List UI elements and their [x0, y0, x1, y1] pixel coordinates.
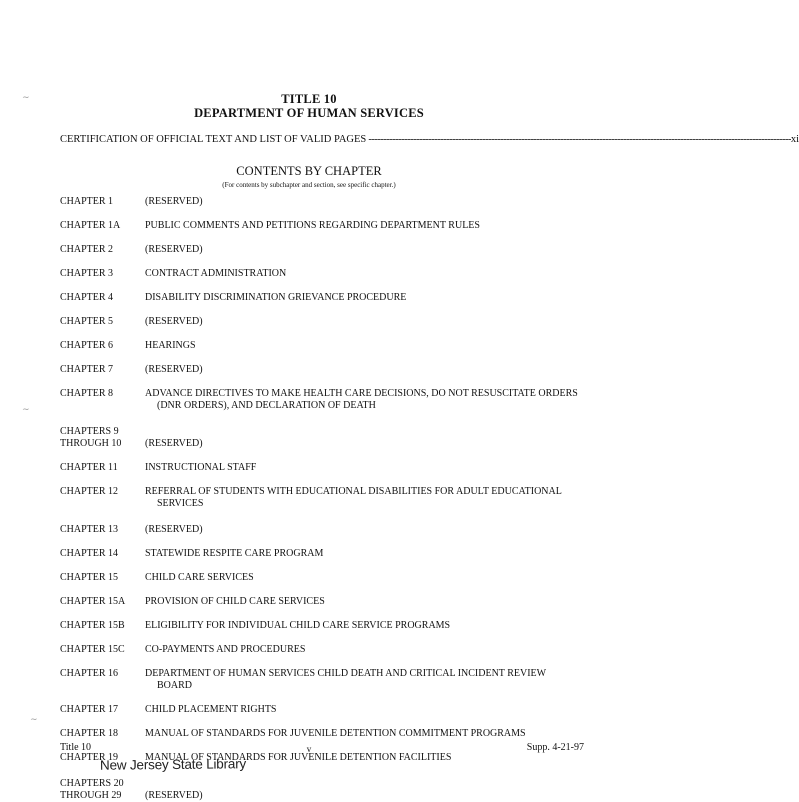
contents-heading: CONTENTS BY CHAPTER — [236, 164, 382, 178]
chapter-row — [60, 426, 580, 450]
chapter-number: CHAPTER 8 — [60, 388, 114, 399]
leader-dots: --------------------------------------------------------------------------------------------------------------------------------------------- — [366, 134, 791, 145]
chapter-number: CHAPTER 16 — [60, 668, 119, 679]
chapter-number: CHAPTER 4 — [60, 292, 114, 303]
chapter-title: MANUAL OF STANDARDS FOR JUVENILE DETENTION COMMITMENT PROGRAMS — [145, 728, 526, 739]
chapter-row — [60, 524, 580, 536]
scan-mark: ∼ — [22, 404, 30, 414]
certification-page: xi — [790, 134, 799, 145]
footer-supplement-date: Supp. 4-21-97 — [526, 742, 584, 753]
chapter-title: MANUAL OF STANDARDS FOR JUVENILE DETENTION FACILITIES — [145, 752, 452, 763]
chapter-number: CHAPTER 1 — [60, 196, 114, 207]
footer-page-number: v — [306, 744, 312, 754]
chapter-number: CHAPTER 15B — [60, 620, 125, 631]
contents-note: (For contents by subchapter and section, see specific chapter.) — [222, 181, 396, 189]
chapter-row — [60, 364, 580, 376]
chapter-title: CONTRACT ADMINISTRATION — [145, 268, 287, 279]
chapter-row — [60, 292, 580, 304]
chapter-number: CHAPTER 15A — [60, 596, 126, 607]
chapter-number: CHAPTER 17 — [60, 704, 119, 715]
chapter-list — [60, 196, 580, 802]
chapter-title: (RESERVED) — [145, 524, 203, 535]
chapter-number: CHAPTER 5 — [60, 316, 114, 327]
title-line-1: TITLE 10 — [281, 92, 337, 106]
chapter-row — [60, 316, 580, 328]
certification-label: CERTIFICATION OF OFFICIAL TEXT AND LIST OF VALID PAGES — [60, 134, 367, 145]
chapter-row — [60, 244, 580, 256]
chapter-title: STATEWIDE RESPITE CARE PROGRAM — [145, 548, 324, 559]
chapter-row — [60, 340, 580, 352]
chapter-title: DISABILITY DISCRIMINATION GRIEVANCE PROCEDURE — [145, 292, 407, 303]
chapter-title: HEARINGS — [145, 340, 196, 351]
chapter-row — [60, 596, 580, 608]
chapter-number: CHAPTER 14 — [60, 548, 119, 559]
chapter-number: CHAPTERS 20 THROUGH 29 — [60, 778, 124, 801]
chapter-number: CHAPTER 12 — [60, 486, 119, 497]
chapter-number: CHAPTER 11 — [60, 462, 118, 473]
chapter-number: CHAPTERS 9 THROUGH 10 — [60, 426, 122, 449]
chapter-title: ADVANCE DIRECTIVES TO MAKE HEALTH CARE DECISIONS, DO NOT RESUSCITATE ORDERS (DNR ORDERS), AND DECLARATION OF DEATH — [145, 388, 578, 411]
chapter-title: (RESERVED) — [145, 364, 203, 375]
chapter-row — [60, 644, 580, 656]
chapter-number: CHAPTER 19 — [60, 752, 119, 763]
chapter-title: PROVISION OF CHILD CARE SERVICES — [145, 596, 325, 607]
chapter-title: (RESERVED) — [145, 196, 203, 207]
chapter-number: CHAPTER 18 — [60, 728, 119, 739]
chapter-number: CHAPTER 2 — [60, 244, 114, 255]
chapter-row — [60, 268, 580, 280]
chapter-title: (RESERVED) — [145, 438, 203, 449]
chapter-title: ELIGIBILITY FOR INDIVIDUAL CHILD CARE SERVICE PROGRAMS — [145, 620, 451, 631]
chapter-row — [60, 728, 580, 740]
chapter-title: DEPARTMENT OF HUMAN SERVICES CHILD DEATH AND CRITICAL INCIDENT REVIEW BOARD — [145, 668, 546, 691]
chapter-row — [60, 572, 580, 584]
chapter-title: PUBLIC COMMENTS AND PETITIONS REGARDING DEPARTMENT RULES — [145, 220, 480, 231]
chapter-title: (RESERVED) — [145, 790, 203, 801]
chapter-title: REFERRAL OF STUDENTS WITH EDUCATIONAL DISABILITIES FOR ADULT EDUCATIONAL SERVICES — [145, 486, 562, 509]
chapter-row — [60, 388, 580, 412]
title-line-2: DEPARTMENT OF HUMAN SERVICES — [194, 106, 424, 120]
library-stamp: New Jersey State Library — [99, 756, 247, 773]
chapter-row — [60, 778, 580, 802]
chapter-number: CHAPTER 6 — [60, 340, 114, 351]
footer-title: Title 10 — [60, 742, 92, 753]
chapter-title: CO-PAYMENTS AND PROCEDURES — [145, 644, 306, 655]
chapter-row — [60, 196, 580, 208]
chapter-title: CHILD CARE SERVICES — [145, 572, 254, 583]
chapter-number: CHAPTER 15C — [60, 644, 125, 655]
chapter-number: CHAPTER 7 — [60, 364, 114, 375]
chapter-title: (RESERVED) — [145, 244, 203, 255]
chapter-number: CHAPTER 13 — [60, 524, 119, 535]
chapter-row — [60, 620, 580, 632]
chapter-title: (RESERVED) — [145, 316, 203, 327]
scan-mark: ∼ — [30, 714, 38, 724]
scan-mark: ∼ — [22, 92, 30, 102]
chapter-title: CHILD PLACEMENT RIGHTS — [145, 704, 277, 715]
chapter-number: CHAPTER 1A — [60, 220, 121, 231]
chapter-row — [60, 668, 580, 692]
chapter-row — [60, 704, 580, 716]
certification-entry — [60, 134, 799, 145]
chapter-row — [60, 220, 580, 232]
chapter-row — [60, 486, 580, 510]
chapter-row — [60, 548, 580, 560]
chapter-number: CHAPTER 3 — [60, 268, 114, 279]
chapter-title: INSTRUCTIONAL STAFF — [145, 462, 257, 473]
chapter-number: CHAPTER 15 — [60, 572, 119, 583]
chapter-row — [60, 462, 580, 474]
